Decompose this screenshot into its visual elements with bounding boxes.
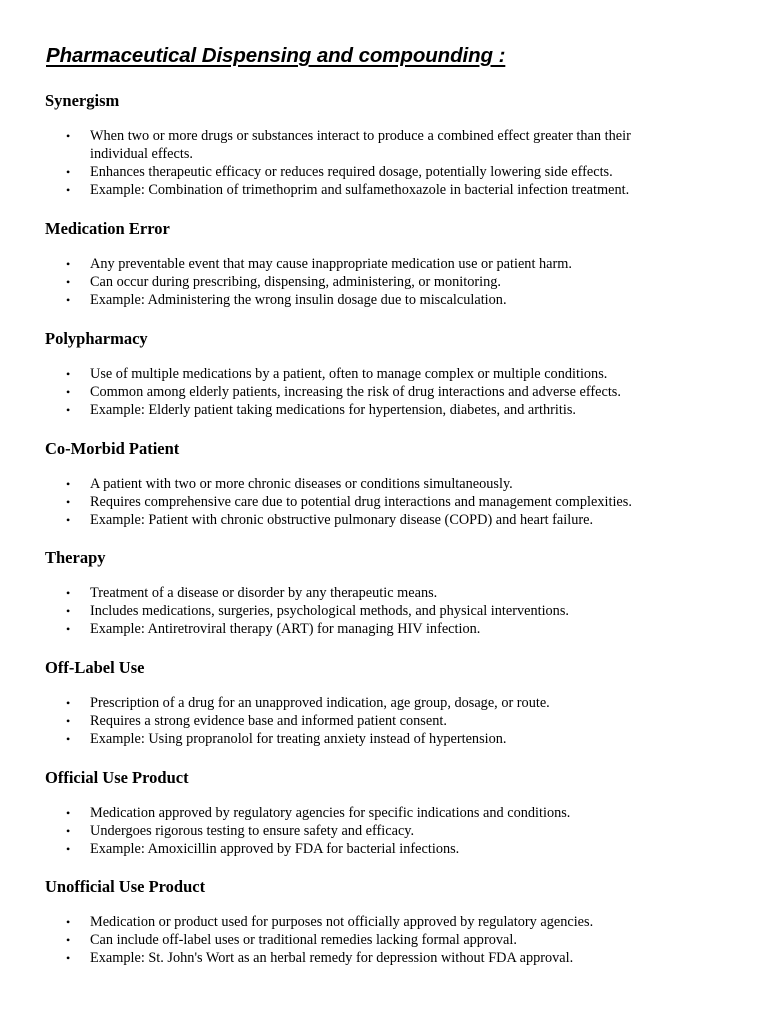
list-item-text: Requires a strong evidence base and informed patient consent.	[90, 713, 447, 729]
list-item-text: Example: Using propranolol for treating anxiety instead of hypertension.	[90, 731, 507, 747]
section-heading: Therapy	[45, 548, 106, 567]
list-item-text: Requires comprehensive care due to potential drug interactions and management complexities.	[90, 494, 632, 510]
section-heading: Official Use Product	[45, 768, 189, 787]
bullet-icon: •	[66, 165, 71, 179]
list-item-text: A patient with two or more chronic diseases or conditions simultaneously.	[90, 476, 513, 492]
bullet-icon: •	[66, 915, 71, 929]
list-item-text: When two or more drugs or substances interact to produce a combined effect greater than their individual effects.	[90, 128, 631, 162]
section-heading: Synergism	[45, 91, 120, 110]
bullet-icon: •	[66, 622, 71, 636]
section-heading: Co-Morbid Patient	[45, 439, 180, 458]
list-item-text: Example: Combination of trimethoprim and sulfamethoxazole in bacterial infection treatment.	[90, 182, 630, 198]
section-heading: Polypharmacy	[45, 329, 148, 348]
list-item-text: Prescription of a drug for an unapproved indication, age group, dosage, or route.	[90, 695, 550, 711]
bullet-icon: •	[66, 403, 71, 417]
bullet-icon: •	[66, 604, 71, 618]
list-item-text: Any preventable event that may cause inappropriate medication use or patient harm.	[90, 256, 572, 272]
section-heading: Medication Error	[45, 219, 170, 238]
bullet-icon: •	[66, 367, 71, 381]
list-item-text: Medication approved by regulatory agencies for specific indications and conditions.	[90, 805, 571, 821]
bullet-icon: •	[66, 385, 71, 399]
list-item-text: Use of multiple medications by a patient, often to manage complex or multiple conditions.	[90, 366, 608, 382]
bullet-icon: •	[66, 257, 71, 271]
list-item-text: Example: Antiretroviral therapy (ART) for managing HIV infection.	[90, 621, 481, 637]
section-heading: Unofficial Use Product	[45, 877, 206, 896]
bullet-icon: •	[66, 477, 71, 491]
list-item-text: Includes medications, surgeries, psychological methods, and physical interventions.	[90, 603, 569, 619]
bullet-icon: •	[66, 824, 71, 838]
list-item-text: Medication or product used for purposes not officially approved by regulatory agencies.	[90, 914, 594, 930]
list-item-text: Enhances therapeutic efficacy or reduces required dosage, potentially lowering side effects.	[90, 164, 613, 180]
bullet-icon: •	[66, 732, 71, 746]
list-item-text: Example: Amoxicillin approved by FDA for bacterial infections.	[90, 841, 460, 857]
bullet-icon: •	[66, 842, 71, 856]
section-heading: Off-Label Use	[45, 658, 145, 677]
list-item-text: Undergoes rigorous testing to ensure safety and efficacy.	[90, 823, 415, 839]
list-item-text: Can include off-label uses or traditional remedies lacking formal approval.	[90, 932, 517, 948]
list-item-text: Example: Patient with chronic obstructive pulmonary disease (COPD) and heart failure.	[90, 512, 594, 528]
list-item-text: Example: Elderly patient taking medications for hypertension, diabetes, and arthritis.	[90, 402, 576, 418]
bullet-icon: •	[66, 806, 71, 820]
bullet-icon: •	[66, 183, 71, 197]
document-title: Pharmaceutical Dispensing and compounding :	[46, 44, 506, 67]
bullet-icon: •	[66, 951, 71, 965]
list-item-text: Common among elderly patients, increasing the risk of drug interactions and adverse effects.	[90, 384, 621, 400]
list-item-text: Example: St. John's Wort as an herbal remedy for depression without FDA approval.	[90, 950, 574, 966]
bullet-icon: •	[66, 696, 71, 710]
bullet-icon: •	[66, 513, 71, 527]
bullet-icon: •	[66, 933, 71, 947]
list-item-text: Treatment of a disease or disorder by any therapeutic means.	[90, 585, 438, 601]
bullet-icon: •	[66, 714, 71, 728]
bullet-icon: •	[66, 586, 71, 600]
bullet-icon: •	[66, 495, 71, 509]
bullet-icon: •	[66, 129, 71, 143]
bullet-icon: •	[66, 275, 71, 289]
list-item-text: Example: Administering the wrong insulin dosage due to miscalculation.	[90, 292, 507, 308]
list-item-text: Can occur during prescribing, dispensing, administering, or monitoring.	[90, 274, 501, 290]
bullet-icon: •	[66, 293, 71, 307]
